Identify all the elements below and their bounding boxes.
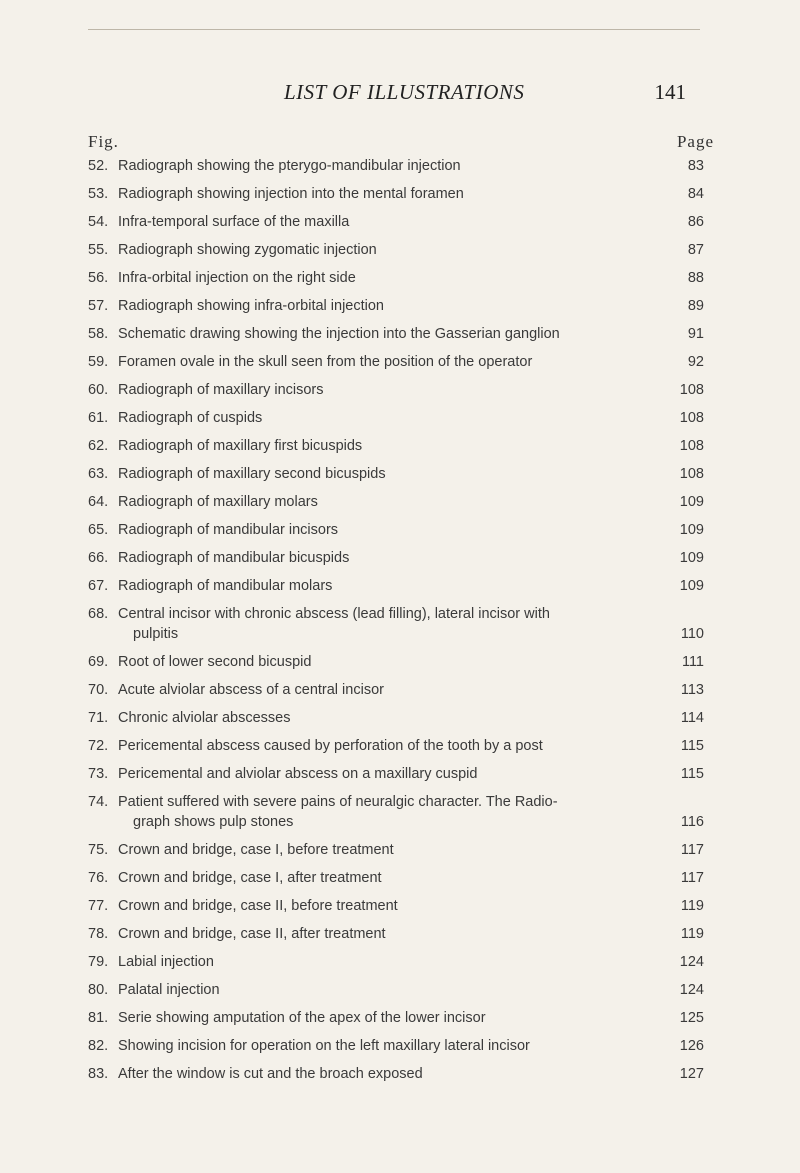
caption-continuation: graph shows pulp stones [133, 814, 294, 830]
page-ref: 119 [680, 898, 704, 914]
list-item [88, 296, 716, 316]
caption-line: Crown and bridge, case II, after treatment [118, 926, 386, 942]
figure-number: 69. [88, 654, 109, 670]
figure-caption [118, 924, 666, 944]
page-ref: 126 [679, 1038, 704, 1054]
caption-line: Crown and bridge, case II, before treatment [118, 898, 398, 914]
figure-number: 58. [88, 326, 109, 342]
caption-line: Infra-temporal surface of the maxilla [118, 214, 350, 230]
figure-number: 55. [88, 242, 109, 258]
figure-caption [118, 840, 666, 860]
figure-caption [118, 548, 666, 568]
figure-number: 72. [88, 738, 109, 754]
figure-caption [118, 736, 666, 756]
caption-line: After the window is cut and the broach exposed [118, 1066, 423, 1082]
page-ref: 109 [679, 550, 704, 566]
caption-line: Central incisor with chronic abscess (lead filling), lateral incisor with [118, 606, 550, 622]
figure-caption [118, 868, 666, 888]
figure-number: 52. [88, 158, 109, 174]
figure-number: 78. [88, 926, 109, 942]
figure-caption [118, 896, 666, 916]
page-ref: 88 [687, 270, 704, 286]
caption-line: Serie showing amputation of the apex of the lower incisor [118, 1010, 486, 1026]
figure-number: 67. [88, 578, 109, 594]
caption-line: Radiograph of maxillary first bicuspids [118, 438, 363, 454]
list-item [88, 436, 716, 456]
caption-line: Radiograph of maxillary second bicuspids [118, 466, 386, 482]
figure-caption [118, 604, 666, 644]
page-ref: 91 [687, 326, 704, 342]
list-item [88, 708, 716, 728]
figure-caption [118, 792, 666, 832]
list-item [88, 352, 716, 372]
page-ref: 113 [680, 682, 704, 698]
caption-line: Radiograph of maxillary incisors [118, 382, 324, 398]
caption-continuation: pulpitis [133, 626, 179, 642]
page-ref: 89 [687, 298, 704, 314]
caption-line: Crown and bridge, case I, before treatment [118, 842, 394, 858]
list-item [88, 604, 716, 644]
list-item [88, 1008, 716, 1028]
figure-number: 56. [88, 270, 109, 286]
caption-line: Radiograph of mandibular bicuspids [118, 550, 350, 566]
page-ref: 92 [687, 354, 704, 370]
page-ref: 110 [680, 626, 704, 642]
column-heading-fig: Fig. [88, 132, 119, 151]
page-ref: 86 [687, 214, 704, 230]
figure-number: 73. [88, 766, 109, 782]
running-header [282, 80, 702, 110]
list-item [88, 952, 716, 972]
list-item [88, 324, 716, 344]
figure-number: 63. [88, 466, 109, 482]
figure-caption [118, 324, 666, 344]
figure-number: 76. [88, 870, 109, 886]
figure-caption [118, 464, 666, 484]
figure-caption [118, 184, 666, 204]
figure-caption [118, 156, 666, 176]
figure-caption [118, 764, 666, 784]
page-ref: 124 [679, 982, 704, 998]
figure-caption [118, 952, 666, 972]
list-item [88, 408, 716, 428]
page-ref: 114 [680, 710, 704, 726]
caption-line: Radiograph of cuspids [118, 410, 263, 426]
list-item [88, 464, 716, 484]
page-ref: 108 [679, 466, 704, 482]
page-ref: 115 [680, 766, 704, 782]
page-ref: 84 [687, 186, 704, 202]
figure-number: 71. [88, 710, 109, 726]
figure-caption [118, 240, 666, 260]
caption-line: Root of lower second bicuspid [118, 654, 312, 670]
page-ref: 109 [679, 522, 704, 538]
page-ref: 124 [679, 954, 704, 970]
page-ref: 83 [687, 158, 704, 174]
figure-number: 80. [88, 982, 109, 998]
caption-line: Labial injection [118, 954, 214, 970]
list-item [88, 184, 716, 204]
figure-caption [118, 1008, 666, 1028]
figure-caption [118, 268, 666, 288]
figure-number: 61. [88, 410, 109, 426]
figure-caption [118, 492, 666, 512]
caption-line: Palatal injection [118, 982, 220, 998]
list-item [88, 156, 716, 176]
list-item [88, 240, 716, 260]
figure-caption [118, 652, 666, 672]
list-item [88, 868, 716, 888]
list-item [88, 896, 716, 916]
figure-number: 54. [88, 214, 109, 230]
running-title: LIST OF ILLUSTRATIONS [284, 80, 525, 104]
figure-number: 75. [88, 842, 109, 858]
list-item [88, 840, 716, 860]
caption-line: Acute alviolar abscess of a central incisor [118, 682, 384, 698]
figure-number: 57. [88, 298, 109, 314]
page-ref: 109 [679, 578, 704, 594]
caption-line: Radiograph of mandibular molars [118, 578, 333, 594]
list-item [88, 980, 716, 1000]
page-ref: 111 [681, 654, 704, 670]
caption-line: Crown and bridge, case I, after treatment [118, 870, 382, 886]
figure-caption [118, 520, 666, 540]
figure-caption [118, 680, 666, 700]
list-item [88, 1036, 716, 1056]
page-ref: 119 [680, 926, 704, 942]
page-ref: 117 [680, 870, 704, 886]
list-item [88, 380, 716, 400]
caption-line: Radiograph of mandibular incisors [118, 522, 339, 538]
figure-number: 77. [88, 898, 109, 914]
page-ref: 109 [679, 494, 704, 510]
list-item [88, 520, 716, 540]
figure-caption [118, 436, 666, 456]
figure-number: 68. [88, 606, 109, 622]
figure-caption [118, 1064, 666, 1084]
page-ref: 108 [679, 438, 704, 454]
list-item [88, 268, 716, 288]
caption-line: Foramen ovale in the skull seen from the position of the operator [118, 354, 533, 370]
caption-line: Radiograph of maxillary molars [118, 494, 318, 510]
figure-number: 60. [88, 382, 109, 398]
figure-caption [118, 212, 666, 232]
figure-caption [118, 296, 666, 316]
header-rule [88, 29, 700, 30]
caption-line: Infra-orbital injection on the right side [118, 270, 356, 286]
figure-number: 79. [88, 954, 109, 970]
list-item [88, 212, 716, 232]
figure-number: 59. [88, 354, 109, 370]
caption-line: Pericemental abscess caused by perforation of the tooth by a post [118, 738, 543, 754]
caption-line: Patient suffered with severe pains of neuralgic character. The Radio- [118, 794, 558, 810]
page-ref: 127 [679, 1066, 704, 1082]
page-ref: 117 [680, 842, 704, 858]
list-item [88, 792, 716, 832]
page-ref: 87 [687, 242, 704, 258]
list-item [88, 652, 716, 672]
page-ref: 116 [680, 814, 704, 830]
caption-line: Radiograph showing zygomatic injection [118, 242, 377, 258]
figure-number: 64. [88, 494, 109, 510]
figure-number: 62. [88, 438, 109, 454]
page-number: 141 [654, 80, 686, 104]
page-ref: 108 [679, 410, 704, 426]
figure-number: 81. [88, 1010, 109, 1026]
caption-line: Pericemental and alviolar abscess on a maxillary cuspid [118, 766, 478, 782]
caption-line: Showing incision for operation on the left maxillary lateral incisor [118, 1038, 530, 1054]
list-item [88, 492, 716, 512]
list-item [88, 736, 716, 756]
page-ref: 115 [680, 738, 704, 754]
figure-caption [118, 1036, 666, 1056]
figure-caption [118, 708, 666, 728]
figure-number: 83. [88, 1066, 109, 1082]
list-item [88, 548, 716, 568]
caption-line: Radiograph showing infra-orbital injection [118, 298, 384, 314]
figure-number: 66. [88, 550, 109, 566]
list-item [88, 680, 716, 700]
figure-caption [118, 576, 666, 596]
figure-caption [118, 408, 666, 428]
figure-number: 65. [88, 522, 109, 538]
list-item [88, 1064, 716, 1084]
caption-line: Schematic drawing showing the injection into the Gasserian ganglion [118, 326, 560, 342]
figure-number: 82. [88, 1038, 109, 1054]
list-item [88, 764, 716, 784]
list-item [88, 576, 716, 596]
caption-line: Radiograph showing the pterygo-mandibular injection [118, 158, 461, 174]
figure-number: 74. [88, 794, 109, 810]
figure-number: 53. [88, 186, 109, 202]
figure-caption [118, 980, 666, 1000]
page-ref: 108 [679, 382, 704, 398]
page-ref: 125 [679, 1010, 704, 1026]
list-item [88, 924, 716, 944]
caption-line: Chronic alviolar abscesses [118, 710, 291, 726]
figure-caption [118, 352, 666, 372]
column-heading-page: Page [676, 132, 714, 151]
figure-caption [118, 380, 666, 400]
figure-number: 70. [88, 682, 109, 698]
caption-line: Radiograph showing injection into the mental foramen [118, 186, 464, 202]
